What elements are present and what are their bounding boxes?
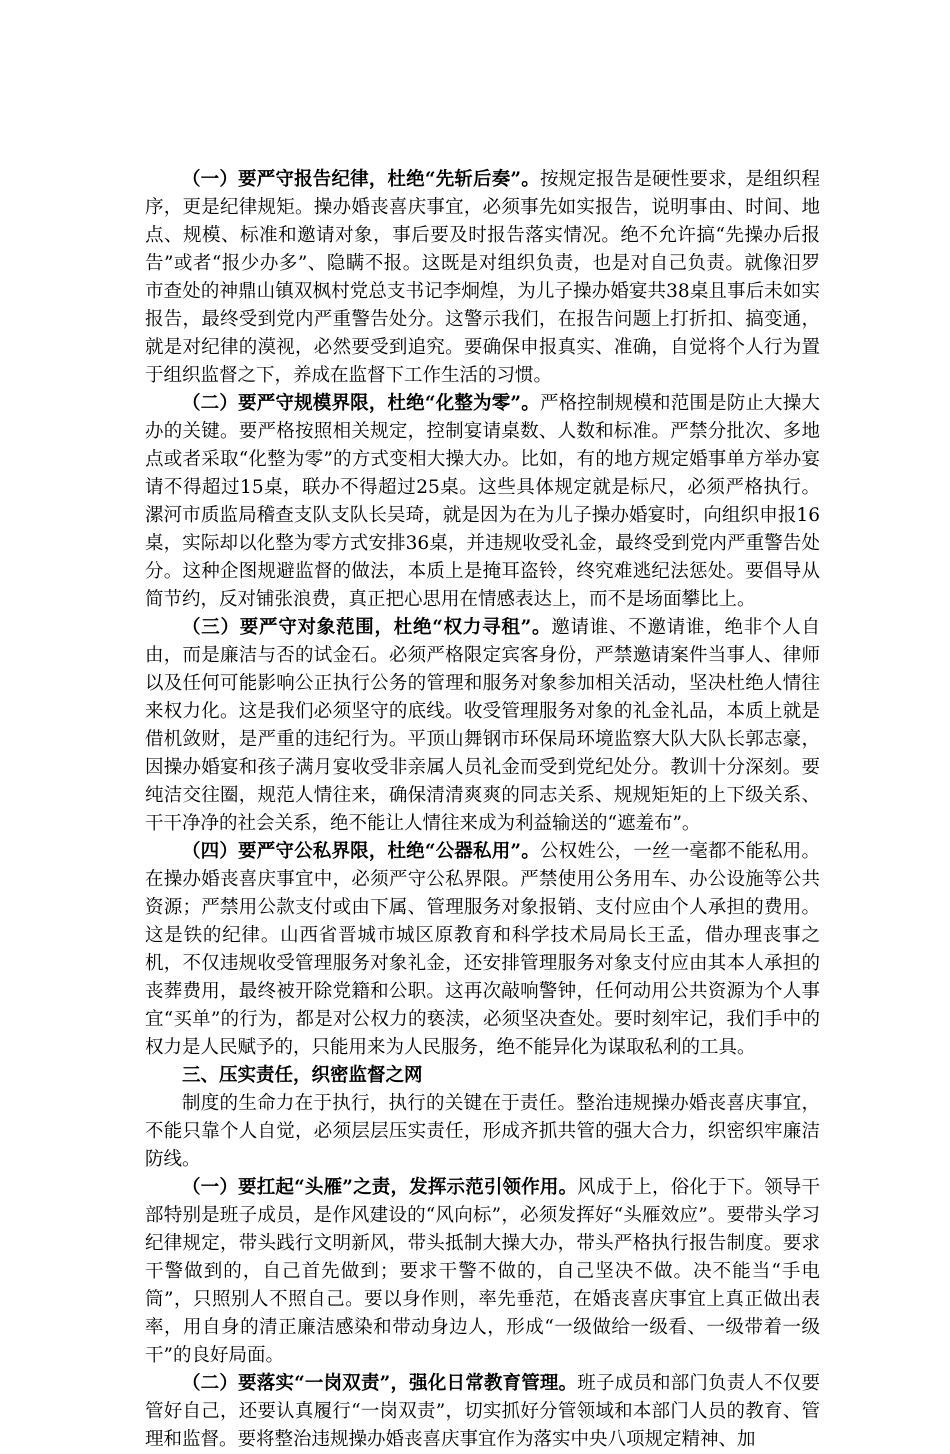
paragraph-2 xyxy=(145,390,820,614)
paragraph-2-text: 严格控制规模和范围是防止大操大办的关键。要严格按照相关规定，控制宴请桌数、人数和标准。严禁分批次、多地点或者采取“化整为零”的方式变相大操大办。比如，有的地方规定婚事单方举办宴请不得超过15桌，联办不得超过25桌。这些具体规定就是标尺，必须严格执行。漯河市质监局稽查支队支队长吴琦，就是因为在为儿子操办婚宴时，向组织申报16桌，实际却以化整为零方式安排36桌，并违规收受礼金，最终受到党内严重警告处分。这种企图规避监督的做法，本质上是掩耳盗铃，终究难逃纪法惩处。要倡导从简节约，反对铺张浪费，真正把心思用在情感表达上，而不是场面攀比上。 xyxy=(145,393,820,610)
paragraph-1 xyxy=(145,166,820,390)
section-heading: 三、压实责任，织密监督之网 xyxy=(182,1065,423,1086)
paragraph-5-text: 风成于上，俗化于下。领导干部特别是班子成员，是作风建设的“风向标”，必须发挥好“头雁效应”。要带头学习纪律规定，带头践行文明新风，带头抵制大操大办，带头严格执行报告制度。要求干警做到的，自己首先做到；要求干警不做的，自己坚决不做。决不能当“手电筒”，只照别人不照自己。要以身作则，率先垂范，在婚丧喜庆事宜上真正做出表率，用自身的清正廉洁感染和带动身边人，形成“一级做给一级看、一级带着一级干”的良好局面。 xyxy=(145,1177,820,1366)
paragraph-6-text: 班子成员和部门负责人不仅要管好自己，还要认真履行“一岗双责”，切实抓好分管领域和本部门人员的教育、管理和监督。要将整治违规操办婚丧喜庆事宜作为落实中央八项规定精神、加 xyxy=(145,1373,820,1450)
section-intro: 制度的生命力在于执行，执行的关键在于责任。整治违规操办婚丧喜庆事宜，不能只靠个人自觉，必须层层压实责任，形成齐抓共管的强大合力，织密织牢廉洁防线。 xyxy=(145,1093,820,1170)
paragraph-6 xyxy=(145,1370,820,1454)
paragraph-3 xyxy=(145,614,820,838)
paragraph-4 xyxy=(145,838,820,1062)
paragraph-1-lead: （一）要严守报告纪律，杜绝“先斩后奏”。 xyxy=(182,169,540,190)
paragraph-2-lead: （二）要严守规模界限，杜绝“化整为零”。 xyxy=(182,393,540,414)
paragraph-5-lead: （一）要扛起“头雁”之责，发挥示范引领作用。 xyxy=(182,1177,578,1198)
paragraph-3-text: 邀请谁、不邀请谁，绝非个人自由，而是廉洁与否的试金石。必须严格限定宾客身份，严禁邀请案件当事人、律师以及任何可能影响公正执行公务的管理和服务对象参加相关活动，坚决杜绝人情往来权力化。这是我们必须坚守的底线。收受管理服务对象的礼金礼品，本质上就是借机敛财，是严重的违纪行为。平顶山舞钢市环保局环境监察大队大队长郭志豪，因操办婚宴和孩子满月宴收受非亲属人员礼金而受到党纪处分。教训十分深刻。要纯洁交往圈，规范人情往来，确保清清爽爽的同志关系、规规矩矩的上下级关系、干干净净的社会关系，绝不能让人情往来成为利益输送的“遮羞布”。 xyxy=(145,617,820,834)
paragraph-5 xyxy=(145,1174,820,1370)
paragraph-4-text: 公权姓公，一丝一毫都不能私用。在操办婚丧喜庆事宜中，必须严守公私界限。严禁使用公务用车、办公设施等公共资源；严禁用公款支付或由下属、管理服务对象报销、支付应由个人承担的费用。这是铁的纪律。山西省晋城市城区原教育和科学技术局局长王孟，借办理丧事之机，不仅违规收受管理服务对象礼金，还安排管理服务对象支付应由其本人承担的丧葬费用，最终被开除党籍和公职。这再次敲响警钟，任何动用公共资源为个人事宜“买单”的行为，都是对公权力的亵渎，必须坚决查处。要时刻牢记，我们手中的权力是人民赋予的，只能用来为人民服务，绝不能异化为谋取私利的工具。 xyxy=(145,841,820,1058)
paragraph-4-lead: （四）要严守公私界限，杜绝“公器私用”。 xyxy=(182,841,540,862)
paragraph-1-text: 按规定报告是硬性要求，是组织程序，更是纪律规矩。操办婚丧喜庆事宜，必须事先如实报告，说明事由、时间、地点、规模、标准和邀请对象，事后要及时报告落实情况。绝不允许搞“先操办后报告”或者“报少办多”、隐瞒不报。这既是对组织负责，也是对自己负责。就像汨罗市查处的神鼎山镇双枫村党总支书记李炯煌，为儿子操办婚宴共38桌且事后未如实报告，最终受到党内严重警告处分。这警示我们，在报告问题上打折扣、搞变通，就是对纪律的漠视，必然要受到追究。要确保申报真实、准确，自觉将个人行为置于组织监督之下，养成在监督下工作生活的习惯。 xyxy=(145,169,820,386)
paragraph-6-lead: （二）要落实“一岗双责”，强化日常教育管理。 xyxy=(182,1373,578,1394)
paragraph-3-lead: （三）要严守对象范围，杜绝“权力寻租”。 xyxy=(182,617,552,638)
